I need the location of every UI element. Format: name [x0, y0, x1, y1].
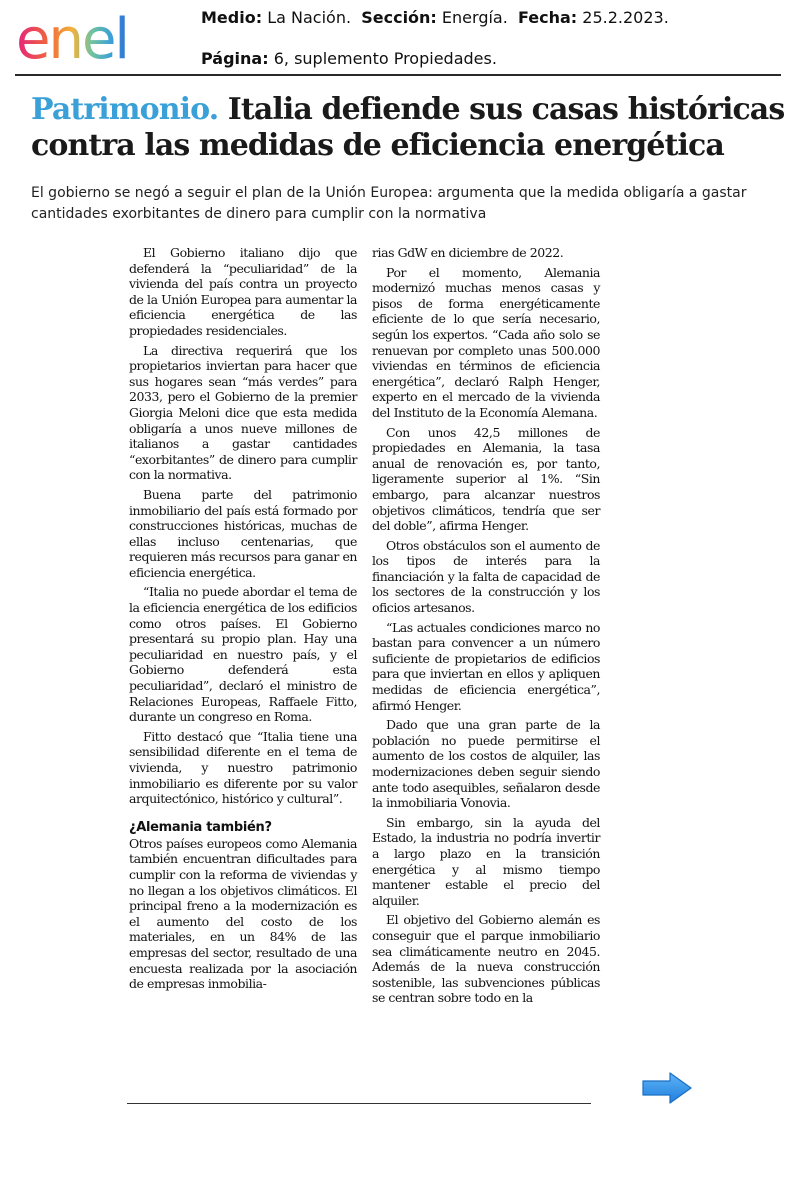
paragraph-continuation: rias GdW en diciembre de 2022. — [372, 245, 564, 260]
paragraph: El Gobierno italiano dijo que defenderá la “peculiaridad” de la vivienda del país contra un proyecto de la Unión Europea para aumentar la eficiencia energética de las propiedades residenciales. — [129, 245, 357, 338]
paragraph: “Las actuales condiciones marco no bastan para convencer a un número suficiente de propietarios de edificios para que inviertan en ellos y apliquen medidas de eficiencia energética”, afirmó Henger. — [372, 619, 600, 713]
meta-line-source — [201, 8, 781, 28]
seccion-value: Energía. — [441, 8, 508, 27]
fecha-value: 25.2.2023. — [582, 8, 669, 27]
document-meta — [201, 8, 781, 69]
headline-text-1: Italia defiende sus casas históricas — [227, 92, 785, 127]
medio-value: La Nación. — [267, 8, 352, 27]
paragraph: “Italia no puede abordar el tema de la eficiencia energética de los edificios como otros países. El Gobierno presentará su propio plan. Hay una peculiaridad en nuestro país, y el Gobierno defenderá esta peculiaridad”, declaró el ministro de Relaciones Europeas, Raffaele Fitto, durante un congreso en Roma. — [129, 584, 357, 725]
paragraph: La directiva requerirá que los propietarios inviertan para hacer que sus hogares sean “más verdes” para 2033, pero el Gobierno de la premier Giorgia Meloni dice que esta medida obligaría a unos nueve millones de italianos a gastar cantidades “exorbitantes” de dinero para cumplir con la normativa. — [129, 342, 357, 483]
paragraph: Dado que una gran parte de la población no puede permitirse el aumento de los costos de alquiler, las modernizaciones deben seguir siendo ante todo asequibles, señalaron desde la inmobiliaria Vonovia. — [372, 717, 600, 811]
article-column-right — [372, 245, 600, 1006]
headline-text-2: contra las medidas de eficiencia energética — [31, 128, 724, 163]
paragraph: Fitto destacó que “Italia tiene una sensibilidad diferente en el tema de vivienda, y nuestro patrimonio inmobiliario es diferente por su valor arquitectónico, histórico y cultural”. — [129, 728, 357, 807]
enel-logo — [14, 8, 174, 70]
paragraph: Con unos 42,5 millones de propiedades en Alemania, la tasa anual de renovación es, por tanto, ligeramente superior al 1%. “Sin embargo, para alcanzar nuestros objetivos climáticos, tendría que ser del doble”, afirma Henger. — [372, 424, 600, 534]
paragraph: Sin embargo, sin la ayuda del Estado, la industria no podría invertir a largo plazo en la transición energética y al mismo tiempo mantener estable el precio del alquiler. — [372, 814, 600, 908]
pagina-label: Página: — [201, 49, 269, 68]
medio-label: Medio: — [201, 8, 263, 27]
svg-text:enel: enel — [16, 8, 128, 70]
paragraph: El objetivo del Gobierno alemán es conseguir que el parque inmobiliario sea climáticamente neutro en 2045. Además de la nueva construcción sostenible, las subvenciones públicas se centran sobre todo en la — [372, 912, 600, 1006]
article-column-left — [129, 245, 357, 992]
headline-line-1 — [31, 92, 791, 128]
footer-divider — [127, 1103, 591, 1104]
pagina-value: 6, suplemento Propiedades. — [273, 49, 497, 68]
enel-logo-icon — [14, 8, 174, 70]
paragraph: Otros obstáculos son el aumento de los tipos de interés para la financiación y la falta de capacidad de los sectores de la construcción y los oficios artesanos. — [372, 537, 600, 616]
paragraph: Otros países europeos como Alemania también encuentran dificultades para cumplir con la reforma de viviendas y no llegan a los objetivos climáticos. El principal freno a la modernización es el aumento del costo de los materiales, en un 84% de las empresas del sector, resultado de una encuesta realizada por la asociación de empresas inmobilia- — [129, 835, 357, 992]
section-heading: ¿Alemania también? — [129, 819, 272, 835]
header-divider — [15, 74, 781, 76]
paragraph: Buena parte del patrimonio inmobiliario del país está formado por construcciones históricas, muchas de ellas incluso centenarias, que requieren más recursos para ganar en eficiencia energética. — [129, 486, 357, 580]
headline — [31, 92, 791, 164]
fecha-label: Fecha: — [517, 8, 578, 27]
seccion-label: Sección: — [361, 8, 437, 27]
arrow-right-icon[interactable] — [640, 1070, 694, 1106]
meta-line-page — [201, 49, 781, 69]
headline-kicker: Patrimonio. — [31, 92, 219, 127]
subheadline: El gobierno se negó a seguir el plan de la Unión Europea: argumenta que la medida obligaría a gastar cantidades exorbitantes de dinero para cumplir con la normativa — [31, 185, 747, 222]
paragraph: Por el momento, Alemania modernizó muchas menos casas y pisos de forma energéticamente eficiente de lo que sería necesario, según los expertos. “Cada año solo se renuevan por completo unas 500.000 viviendas en términos de eficiencia energética”, declaró Ralph Henger, experto en el mercado de la vivienda del Instituto de la Economía Alemana. — [372, 264, 600, 420]
